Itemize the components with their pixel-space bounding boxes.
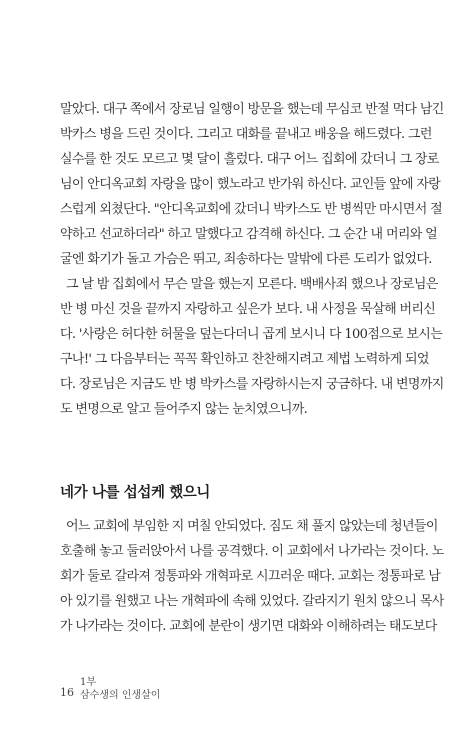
running-head — [80, 676, 160, 702]
section-heading: 네가 나를 섭섭케 했으니 — [60, 485, 211, 501]
text-line: 구나!' 그 다음부터는 꼭꼭 확인하고 찬찬해지려고 제법 노력하게 되었 — [60, 352, 429, 367]
text-line: 실수를 한 것도 모르고 몇 달이 흘렀다. 대구 어느 집회에 갔더니 그 장로 — [60, 152, 439, 167]
text-line: 그 날 밤 집회에서 무슨 말을 했는지 모른다. 백배사죄 했으나 장로님은 — [66, 277, 438, 292]
text-line: 다. '사랑은 허다한 허물을 덮는다더니 곱게 보시니 다 100점으로 보시는 — [60, 327, 443, 342]
text-line: 도 변명으로 알고 들어주지 않는 눈치였으니까. — [60, 402, 308, 417]
text-line: 가 나가라는 것이다. 교회에 분란이 생기면 대화와 이해하려는 태도보다 — [60, 619, 437, 634]
part-label: 1부 — [80, 677, 97, 688]
text-line: 스럽게 외쳤단다. "안디옥교회에 갔더니 박카스도 반 병씩만 마시면서 절 — [60, 202, 443, 217]
text-line: 말았다. 대구 쪽에서 장로님 일행이 방문을 했는데 무심코 반절 먹다 남긴 — [60, 102, 444, 117]
body-paragraph-1 — [60, 97, 460, 422]
body-paragraph-2 — [60, 514, 460, 639]
text-line: 반 병 마신 것을 끝까지 자랑하고 싶은가 보다. 내 사정을 묵살해 버리신 — [60, 302, 436, 317]
text-line: 박카스 병을 드린 것이다. 그리고 대화를 끝내고 배웅을 해드렸다. 그런 — [60, 127, 432, 142]
text-line: 약하고 선교하더라" 하고 말했다고 감격해 하신다. 그 순간 내 머리와 얼 — [60, 227, 438, 242]
text-line: 어느 교회에 부임한 지 며칠 안되었다. 짐도 채 풀지 않았는데 청년들이 — [66, 519, 438, 534]
text-line: 호출해 놓고 둘러앉아서 나를 공격했다. 이 교회에서 나가라는 것이다. 노 — [60, 544, 444, 559]
text-line: 다. 장로님은 지금도 반 병 박카스를 자랑하시는지 궁금하다. 내 변명까지 — [60, 377, 444, 392]
book-title: 삼수생의 인생살이 — [80, 690, 161, 701]
page-number: 16 — [60, 686, 74, 699]
text-line: 님이 안디옥교회 자랑을 많이 했노라고 반가워 하신다. 교인들 앞에 자랑 — [60, 177, 441, 192]
page-footer — [60, 676, 160, 702]
text-line: 굴엔 화기가 돌고 가슴은 뛰고, 죄송하다는 말밖에 다른 도리가 없었다. — [60, 252, 432, 267]
text-line: 회가 둘로 갈라져 정통파와 개혁파로 시끄러운 때다. 교회는 정통파로 남 — [60, 569, 441, 584]
text-line: 아 있기를 원했고 나는 개혁파에 속해 있었다. 갈라지기 원치 않으니 목사 — [60, 594, 444, 609]
